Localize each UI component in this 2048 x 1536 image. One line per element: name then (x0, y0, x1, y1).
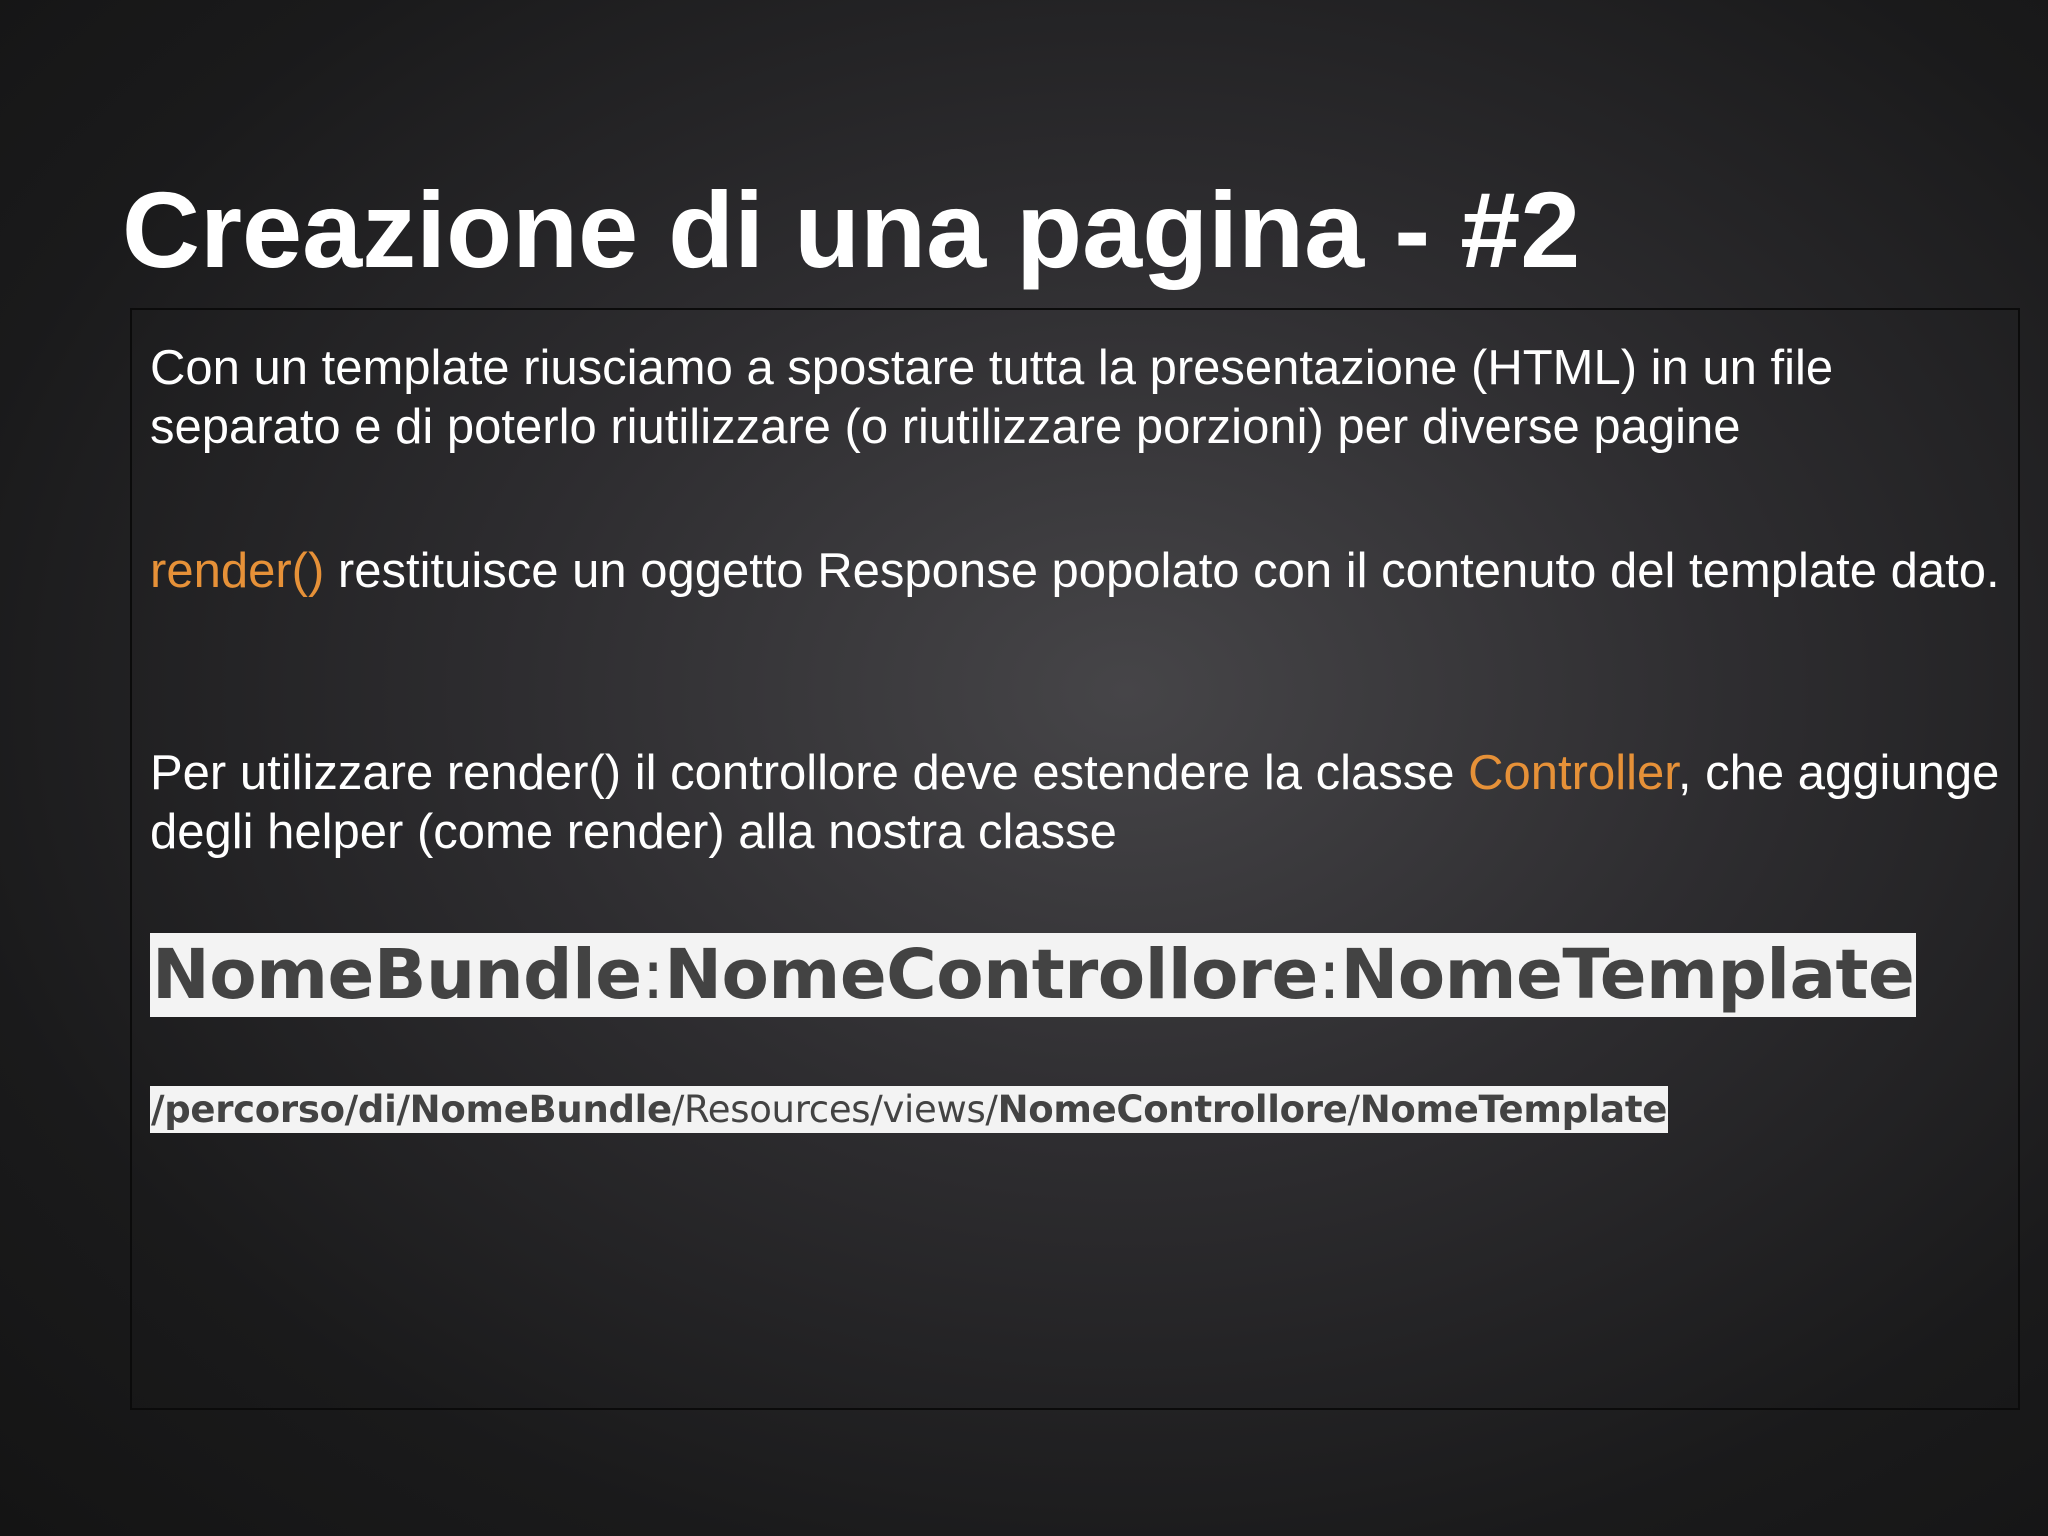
naming-bundle: NomeBundle (152, 935, 642, 1015)
render-description-text: restituisce un oggetto Response popolato con il contenuto del template dato. (324, 544, 2000, 598)
slide-title: Creazione di una pagina - #2 (122, 169, 1581, 290)
path-resources-views: /Resources/views/ (671, 1088, 998, 1131)
paragraph-controller-description (150, 744, 2030, 862)
naming-template: NomeTemplate (1340, 935, 1915, 1015)
render-highlight: render() (150, 544, 325, 598)
path-slash: / (1347, 1088, 1360, 1131)
controller-highlight: Controller (1468, 746, 1678, 800)
template-naming-convention (150, 933, 1916, 1017)
paragraph-render-description (150, 542, 2030, 601)
naming-controller: NomeControllore (664, 935, 1318, 1015)
path-controller: NomeControllore (997, 1088, 1348, 1131)
naming-separator-1: : (641, 935, 665, 1015)
template-path (150, 1086, 1668, 1133)
naming-separator-2: : (1317, 935, 1341, 1015)
path-template: NomeTemplate (1359, 1088, 1668, 1131)
paragraph-template-intro: Con un template riusciamo a spostare tutta la presentazione (HTML) in un file separato e di poterlo riutilizzare (o riutilizzare porzioni) per diverse pagine (150, 341, 1834, 454)
controller-text-before: Per utilizzare render() il controllore deve estendere la classe (150, 746, 1469, 800)
path-bundle-prefix: /percorso/di/NomeBundle (151, 1088, 672, 1131)
controller-text-after: , che aggiunge degli helper (come render) alla nostra classe (150, 746, 2000, 859)
